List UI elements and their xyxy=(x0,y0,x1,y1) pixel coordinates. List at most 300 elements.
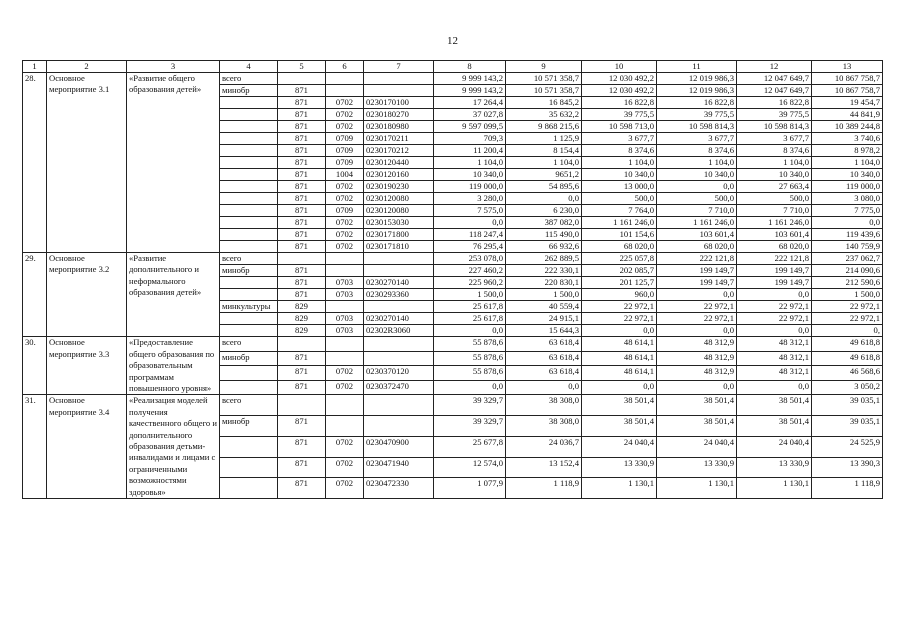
section-code xyxy=(326,265,364,277)
value-col-9: 262 889,5 xyxy=(506,253,582,265)
value-col-10: 48 614,1 xyxy=(582,337,657,352)
target-code: 0230180270 xyxy=(364,109,434,121)
value-col-12: 1 161 246,0 xyxy=(737,217,812,229)
value-col-12: 1 130,1 xyxy=(737,478,812,499)
value-col-9: 10 571 358,7 xyxy=(506,73,582,85)
value-col-11: 0,0 xyxy=(657,380,737,395)
value-col-9: 40 559,4 xyxy=(506,301,582,313)
value-col-11: 10 340,0 xyxy=(657,169,737,181)
value-col-10: 24 040,4 xyxy=(582,436,657,457)
section-code: 0702 xyxy=(326,109,364,121)
ministry-code: 871 xyxy=(278,193,326,205)
section-code: 0702 xyxy=(326,121,364,133)
value-col-8: 118 247,4 xyxy=(434,229,506,241)
value-col-13: 10 867 758,7 xyxy=(812,85,883,97)
section-code: 0702 xyxy=(326,241,364,253)
value-col-10: 12 030 492,2 xyxy=(582,73,657,85)
executor xyxy=(220,436,278,457)
executor: минобр xyxy=(220,85,278,97)
table-row xyxy=(23,73,883,85)
value-col-13: 46 568,6 xyxy=(812,366,883,381)
value-col-12: 24 040,4 xyxy=(737,436,812,457)
target-code xyxy=(364,85,434,97)
section-code xyxy=(326,85,364,97)
value-col-10: 1 161 246,0 xyxy=(582,217,657,229)
value-col-11: 39 775,5 xyxy=(657,109,737,121)
section-code: 0709 xyxy=(326,157,364,169)
value-col-9: 24 036,7 xyxy=(506,436,582,457)
value-col-10: 7 764,0 xyxy=(582,205,657,217)
section-code: 0702 xyxy=(326,217,364,229)
value-col-12: 10 340,0 xyxy=(737,169,812,181)
value-col-12: 199 149,7 xyxy=(737,265,812,277)
value-col-13: 7 775,0 xyxy=(812,205,883,217)
executor xyxy=(220,241,278,253)
value-col-8: 39 329,7 xyxy=(434,416,506,437)
value-col-11: 48 312,9 xyxy=(657,366,737,381)
target-code: 0230120080 xyxy=(364,193,434,205)
value-col-8: 119 000,0 xyxy=(434,181,506,193)
executor: минобр xyxy=(220,416,278,437)
value-col-12: 222 121,8 xyxy=(737,253,812,265)
section-code: 0702 xyxy=(326,478,364,499)
value-col-8: 7 575,0 xyxy=(434,205,506,217)
row-number: 28. xyxy=(23,73,47,253)
row-number: 29. xyxy=(23,253,47,337)
value-col-12: 199 149,7 xyxy=(737,277,812,289)
value-col-12: 38 501,4 xyxy=(737,416,812,437)
ministry-code: 871 xyxy=(278,133,326,145)
activity-name: Основное мероприятие 3.4 xyxy=(47,395,127,499)
value-col-13: 237 062,7 xyxy=(812,253,883,265)
activity-name: Основное мероприятие 3.1 xyxy=(47,73,127,253)
value-col-9: 1 125,9 xyxy=(506,133,582,145)
value-col-11: 0,0 xyxy=(657,181,737,193)
value-col-12: 12 047 649,7 xyxy=(737,85,812,97)
value-col-11: 68 020,0 xyxy=(657,241,737,253)
target-code: 0230370120 xyxy=(364,366,434,381)
value-col-11: 12 019 986,3 xyxy=(657,73,737,85)
value-col-10: 960,0 xyxy=(582,289,657,301)
executor xyxy=(220,121,278,133)
value-col-8: 39 329,7 xyxy=(434,395,506,416)
value-col-12: 10 598 814,3 xyxy=(737,121,812,133)
value-col-9: 9 868 215,6 xyxy=(506,121,582,133)
value-col-12: 38 501,4 xyxy=(737,395,812,416)
target-code: 0230170211 xyxy=(364,133,434,145)
value-col-13: 1 500,0 xyxy=(812,289,883,301)
row-number: 31. xyxy=(23,395,47,499)
value-col-13: 49 618,8 xyxy=(812,337,883,352)
value-col-11: 16 822,8 xyxy=(657,97,737,109)
value-col-8: 1 077,9 xyxy=(434,478,506,499)
target-code xyxy=(364,253,434,265)
value-col-10: 1 104,0 xyxy=(582,157,657,169)
value-col-11: 199 149,7 xyxy=(657,265,737,277)
section-code xyxy=(326,416,364,437)
value-col-11: 199 149,7 xyxy=(657,277,737,289)
target-code xyxy=(364,337,434,352)
value-col-8: 253 078,0 xyxy=(434,253,506,265)
executor xyxy=(220,366,278,381)
value-col-11: 38 501,4 xyxy=(657,416,737,437)
value-col-13: 3 080,0 xyxy=(812,193,883,205)
value-col-13: 22 972,1 xyxy=(812,313,883,325)
executor xyxy=(220,145,278,157)
activity-name: Основное мероприятие 3.2 xyxy=(47,253,127,337)
header-cell: 4 xyxy=(220,61,278,73)
executor: всего xyxy=(220,73,278,85)
target-code: 0230471940 xyxy=(364,457,434,478)
ministry-code: 871 xyxy=(278,241,326,253)
value-col-13: 39 035,1 xyxy=(812,416,883,437)
value-col-13: 1 118,9 xyxy=(812,478,883,499)
target-code xyxy=(364,351,434,366)
ministry-code: 871 xyxy=(278,457,326,478)
value-col-11: 12 019 986,3 xyxy=(657,85,737,97)
value-col-8: 11 200,4 xyxy=(434,145,506,157)
value-col-9: 13 152,4 xyxy=(506,457,582,478)
value-col-8: 9 597 099,5 xyxy=(434,121,506,133)
executor xyxy=(220,97,278,109)
ministry-code xyxy=(278,337,326,352)
value-col-11: 24 040,4 xyxy=(657,436,737,457)
value-col-13: 10 867 758,7 xyxy=(812,73,883,85)
value-col-10: 10 598 713,0 xyxy=(582,121,657,133)
ministry-code: 829 xyxy=(278,301,326,313)
value-col-13: 214 090,6 xyxy=(812,265,883,277)
value-col-8: 0,0 xyxy=(434,325,506,337)
value-col-10: 225 057,8 xyxy=(582,253,657,265)
program-name: «Развитие общего образования детей» xyxy=(127,73,220,253)
header-cell: 6 xyxy=(326,61,364,73)
value-col-13: 24 525,9 xyxy=(812,436,883,457)
section-code: 0703 xyxy=(326,325,364,337)
header-cell: 13 xyxy=(812,61,883,73)
value-col-11: 0,0 xyxy=(657,325,737,337)
value-col-11: 222 121,8 xyxy=(657,253,737,265)
program-name: «Реализация моделей получения качественного общего и дополнительного образования детьми-инвалидами и лицами с ограниченными возможностями здоровья» xyxy=(127,395,220,499)
target-code xyxy=(364,416,434,437)
value-col-10: 0,0 xyxy=(582,380,657,395)
header-cell: 3 xyxy=(127,61,220,73)
ministry-code: 871 xyxy=(278,277,326,289)
value-col-8: 55 878,6 xyxy=(434,351,506,366)
target-code: 0230153030 xyxy=(364,217,434,229)
value-col-8: 25 677,8 xyxy=(434,436,506,457)
executor: всего xyxy=(220,395,278,416)
ministry-code xyxy=(278,73,326,85)
target-code: 0230170100 xyxy=(364,97,434,109)
section-code: 1004 xyxy=(326,169,364,181)
executor xyxy=(220,478,278,499)
target-code: 0230472330 xyxy=(364,478,434,499)
section-code: 0702 xyxy=(326,457,364,478)
value-col-11: 48 312,9 xyxy=(657,351,737,366)
value-col-11: 22 972,1 xyxy=(657,313,737,325)
program-name: «Развитие дополнительного и неформального образования детей» xyxy=(127,253,220,337)
section-code xyxy=(326,351,364,366)
ministry-code: 871 xyxy=(278,229,326,241)
value-col-9: 10 571 358,7 xyxy=(506,85,582,97)
value-col-13: 39 035,1 xyxy=(812,395,883,416)
ministry-code: 871 xyxy=(278,289,326,301)
executor xyxy=(220,169,278,181)
value-col-12: 39 775,5 xyxy=(737,109,812,121)
value-col-12: 27 663,4 xyxy=(737,181,812,193)
value-col-12: 8 374,6 xyxy=(737,145,812,157)
value-col-11: 500,0 xyxy=(657,193,737,205)
value-col-13: 212 590,6 xyxy=(812,277,883,289)
header-cell: 2 xyxy=(47,61,127,73)
value-col-9: 66 932,6 xyxy=(506,241,582,253)
value-col-11: 22 972,1 xyxy=(657,301,737,313)
value-col-13: 119 000,0 xyxy=(812,181,883,193)
header-cell: 1 xyxy=(23,61,47,73)
value-col-9: 9651,2 xyxy=(506,169,582,181)
value-col-9: 6 230,0 xyxy=(506,205,582,217)
value-col-10: 22 972,1 xyxy=(582,301,657,313)
value-col-9: 63 618,4 xyxy=(506,351,582,366)
executor: минкультуры xyxy=(220,301,278,313)
target-code: 0230270140 xyxy=(364,313,434,325)
value-col-8: 1 104,0 xyxy=(434,157,506,169)
header-cell: 8 xyxy=(434,61,506,73)
ministry-code: 871 xyxy=(278,478,326,499)
value-col-12: 103 601,4 xyxy=(737,229,812,241)
value-col-12: 48 312,1 xyxy=(737,337,812,352)
section-code xyxy=(326,73,364,85)
value-col-13: 10 340,0 xyxy=(812,169,883,181)
executor: всего xyxy=(220,253,278,265)
ministry-code: 871 xyxy=(278,217,326,229)
executor xyxy=(220,289,278,301)
value-col-13: 22 972,1 xyxy=(812,301,883,313)
ministry-code: 871 xyxy=(278,351,326,366)
value-col-11: 1 130,1 xyxy=(657,478,737,499)
value-col-11: 0,0 xyxy=(657,289,737,301)
section-code: 0702 xyxy=(326,97,364,109)
value-col-10: 48 614,1 xyxy=(582,366,657,381)
ministry-code xyxy=(278,395,326,416)
value-col-10: 38 501,4 xyxy=(582,416,657,437)
section-code: 0703 xyxy=(326,277,364,289)
ministry-code: 871 xyxy=(278,157,326,169)
value-col-13: 10 389 244,8 xyxy=(812,121,883,133)
ministry-code: 871 xyxy=(278,181,326,193)
value-col-10: 13 330,9 xyxy=(582,457,657,478)
value-col-8: 0,0 xyxy=(434,217,506,229)
row-number: 30. xyxy=(23,337,47,395)
ministry-code: 871 xyxy=(278,109,326,121)
table-row xyxy=(23,253,883,265)
section-code: 0702 xyxy=(326,436,364,457)
executor xyxy=(220,313,278,325)
header-cell: 11 xyxy=(657,61,737,73)
executor xyxy=(220,229,278,241)
value-col-9: 1 118,9 xyxy=(506,478,582,499)
executor: всего xyxy=(220,337,278,352)
value-col-9: 54 895,6 xyxy=(506,181,582,193)
target-code xyxy=(364,73,434,85)
ministry-code: 871 xyxy=(278,416,326,437)
target-code: 0230180980 xyxy=(364,121,434,133)
activity-name: Основное мероприятие 3.3 xyxy=(47,337,127,395)
value-col-12: 48 312,1 xyxy=(737,351,812,366)
value-col-11: 1 161 246,0 xyxy=(657,217,737,229)
value-col-10: 201 125,7 xyxy=(582,277,657,289)
ministry-code: 871 xyxy=(278,205,326,217)
section-code xyxy=(326,253,364,265)
value-col-12: 22 972,1 xyxy=(737,301,812,313)
value-col-8: 55 878,6 xyxy=(434,337,506,352)
executor xyxy=(220,133,278,145)
header-cell: 9 xyxy=(506,61,582,73)
value-col-8: 17 264,4 xyxy=(434,97,506,109)
value-col-12: 16 822,8 xyxy=(737,97,812,109)
ministry-code: 871 xyxy=(278,436,326,457)
ministry-code: 871 xyxy=(278,145,326,157)
value-col-13: 3 740,6 xyxy=(812,133,883,145)
target-code: 0230270140 xyxy=(364,277,434,289)
value-col-10: 202 085,7 xyxy=(582,265,657,277)
value-col-11: 8 374,6 xyxy=(657,145,737,157)
value-col-10: 39 775,5 xyxy=(582,109,657,121)
value-col-10: 500,0 xyxy=(582,193,657,205)
value-col-10: 13 000,0 xyxy=(582,181,657,193)
value-col-8: 1 500,0 xyxy=(434,289,506,301)
value-col-10: 68 020,0 xyxy=(582,241,657,253)
value-col-8: 37 027,8 xyxy=(434,109,506,121)
header-cell: 10 xyxy=(582,61,657,73)
section-code: 0702 xyxy=(326,380,364,395)
value-col-9: 24 915,1 xyxy=(506,313,582,325)
value-col-11: 3 677,7 xyxy=(657,133,737,145)
target-code: 0230170212 xyxy=(364,145,434,157)
value-col-11: 103 601,4 xyxy=(657,229,737,241)
value-col-12: 500,0 xyxy=(737,193,812,205)
section-code xyxy=(326,395,364,416)
ministry-code: 871 xyxy=(278,265,326,277)
section-code: 0703 xyxy=(326,313,364,325)
target-code xyxy=(364,395,434,416)
value-col-9: 38 308,0 xyxy=(506,395,582,416)
value-col-12: 3 677,7 xyxy=(737,133,812,145)
program-name: «Предоставление общего образования по образовательным программам повышенного уровня» xyxy=(127,337,220,395)
executor xyxy=(220,205,278,217)
value-col-12: 7 710,0 xyxy=(737,205,812,217)
value-col-8: 227 460,2 xyxy=(434,265,506,277)
value-col-10: 0,0 xyxy=(582,325,657,337)
value-col-9: 8 154,4 xyxy=(506,145,582,157)
value-col-8: 3 280,0 xyxy=(434,193,506,205)
target-code: 0230171810 xyxy=(364,241,434,253)
value-col-8: 55 878,6 xyxy=(434,366,506,381)
value-col-13: 8 978,2 xyxy=(812,145,883,157)
ministry-code: 829 xyxy=(278,325,326,337)
value-col-9: 38 308,0 xyxy=(506,416,582,437)
value-col-9: 0,0 xyxy=(506,193,582,205)
ministry-code: 871 xyxy=(278,97,326,109)
value-col-11: 10 598 814,3 xyxy=(657,121,737,133)
value-col-8: 76 295,4 xyxy=(434,241,506,253)
value-col-13: 1 104,0 xyxy=(812,157,883,169)
value-col-8: 0,0 xyxy=(434,380,506,395)
value-col-9: 220 830,1 xyxy=(506,277,582,289)
value-col-12: 1 104,0 xyxy=(737,157,812,169)
value-col-13: 44 841,9 xyxy=(812,109,883,121)
executor xyxy=(220,457,278,478)
value-col-10: 10 340,0 xyxy=(582,169,657,181)
value-col-10: 8 374,6 xyxy=(582,145,657,157)
section-code: 0709 xyxy=(326,205,364,217)
target-code: 0230372470 xyxy=(364,380,434,395)
value-col-8: 12 574,0 xyxy=(434,457,506,478)
budget-table xyxy=(22,60,883,499)
value-col-9: 222 330,1 xyxy=(506,265,582,277)
value-col-8: 25 617,8 xyxy=(434,301,506,313)
executor xyxy=(220,325,278,337)
value-col-12: 0,0 xyxy=(737,325,812,337)
value-col-10: 38 501,4 xyxy=(582,395,657,416)
value-col-13: 49 618,8 xyxy=(812,351,883,366)
section-code: 0709 xyxy=(326,133,364,145)
executor xyxy=(220,217,278,229)
section-code: 0702 xyxy=(326,181,364,193)
header-cell: 7 xyxy=(364,61,434,73)
table-row xyxy=(23,395,883,416)
value-col-11: 38 501,4 xyxy=(657,395,737,416)
section-code xyxy=(326,301,364,313)
target-code: 0230171800 xyxy=(364,229,434,241)
section-code: 0703 xyxy=(326,289,364,301)
value-col-9: 63 618,4 xyxy=(506,366,582,381)
ministry-code xyxy=(278,253,326,265)
value-col-8: 9 999 143,2 xyxy=(434,73,506,85)
value-col-10: 1 130,1 xyxy=(582,478,657,499)
value-col-9: 1 104,0 xyxy=(506,157,582,169)
section-code: 0702 xyxy=(326,229,364,241)
value-col-13: 0, xyxy=(812,325,883,337)
value-col-10: 12 030 492,2 xyxy=(582,85,657,97)
value-col-12: 12 047 649,7 xyxy=(737,73,812,85)
value-col-13: 140 759,9 xyxy=(812,241,883,253)
section-code: 0702 xyxy=(326,193,364,205)
value-col-11: 13 330,9 xyxy=(657,457,737,478)
target-code: 0230470900 xyxy=(364,436,434,457)
executor: минобр xyxy=(220,265,278,277)
value-col-8: 9 999 143,2 xyxy=(434,85,506,97)
value-col-11: 7 710,0 xyxy=(657,205,737,217)
value-col-9: 115 490,0 xyxy=(506,229,582,241)
ministry-code: 829 xyxy=(278,313,326,325)
value-col-8: 709,3 xyxy=(434,133,506,145)
target-code: 0230190230 xyxy=(364,181,434,193)
value-col-12: 13 330,9 xyxy=(737,457,812,478)
value-col-9: 16 845,2 xyxy=(506,97,582,109)
value-col-13: 13 390,3 xyxy=(812,457,883,478)
value-col-8: 25 617,8 xyxy=(434,313,506,325)
header-cell: 5 xyxy=(278,61,326,73)
ministry-code: 871 xyxy=(278,380,326,395)
value-col-9: 63 618,4 xyxy=(506,337,582,352)
value-col-9: 15 644,3 xyxy=(506,325,582,337)
target-code xyxy=(364,301,434,313)
value-col-10: 22 972,1 xyxy=(582,313,657,325)
executor xyxy=(220,380,278,395)
value-col-13: 19 454,7 xyxy=(812,97,883,109)
ministry-code: 871 xyxy=(278,366,326,381)
